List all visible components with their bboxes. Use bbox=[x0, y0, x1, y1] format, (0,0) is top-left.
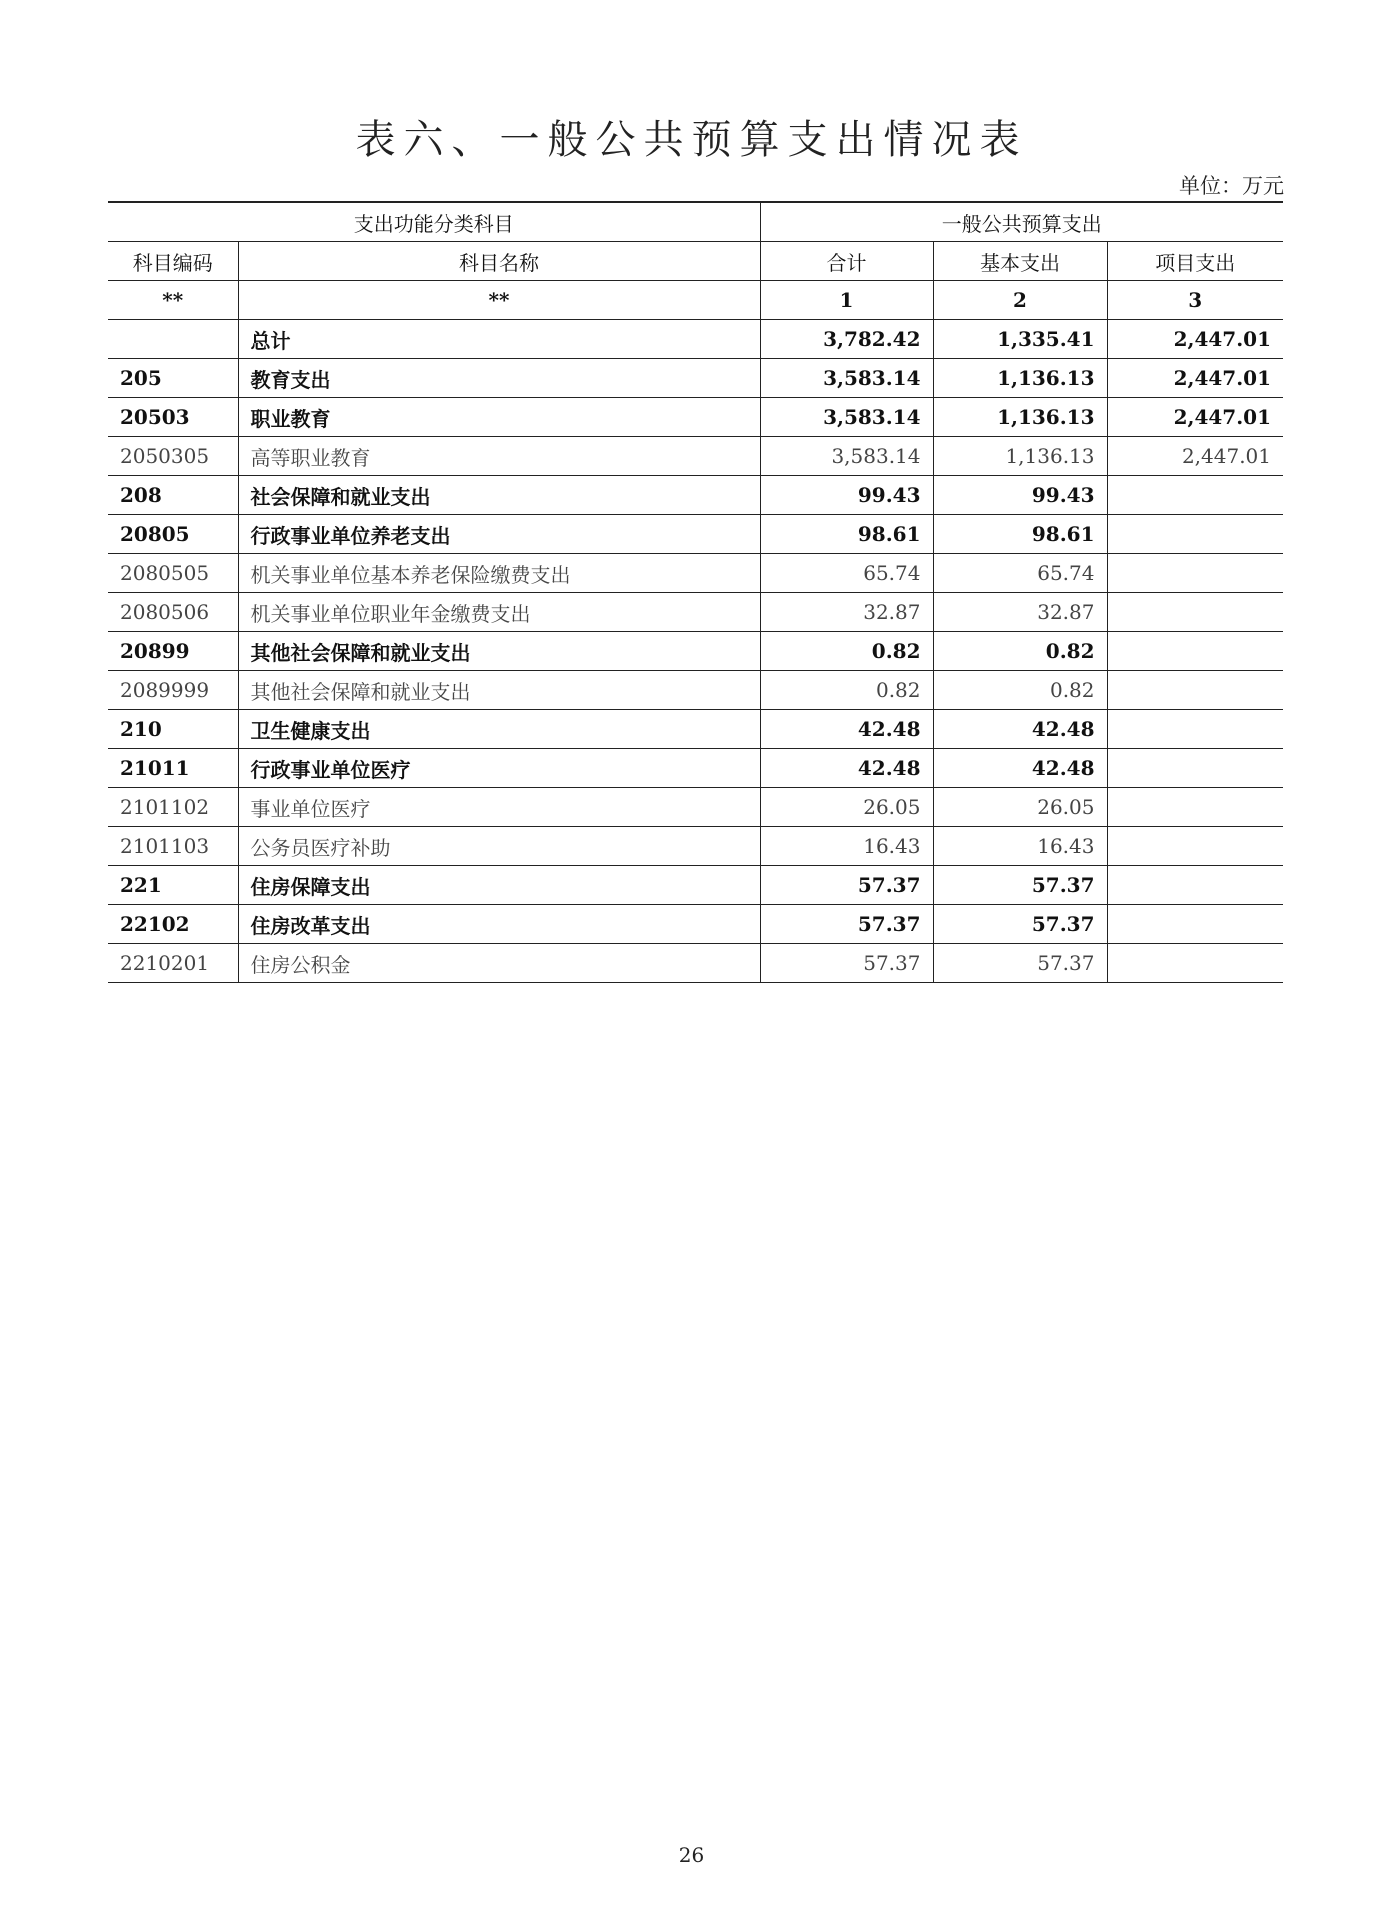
cell-total: 3,583.14 bbox=[760, 398, 933, 437]
cell-basic: 57.37 bbox=[933, 905, 1107, 944]
cell-total: 3,583.14 bbox=[760, 437, 933, 476]
cell-name: 高等职业教育 bbox=[238, 437, 760, 476]
cell-total: 0.82 bbox=[760, 671, 933, 710]
cell-basic: 1,335.41 bbox=[933, 320, 1107, 359]
column-header-name: 科目名称 bbox=[238, 242, 760, 281]
cell-name: 总计 bbox=[238, 320, 760, 359]
cell-code: 20899 bbox=[108, 632, 238, 671]
cell-code: 208 bbox=[108, 476, 238, 515]
table-row bbox=[108, 554, 1283, 593]
table-row bbox=[108, 320, 1283, 359]
cell-name: 住房改革支出 bbox=[238, 905, 760, 944]
column-header-row bbox=[108, 242, 1283, 281]
cell-name: 行政事业单位医疗 bbox=[238, 749, 760, 788]
cell-name: 其他社会保障和就业支出 bbox=[238, 671, 760, 710]
cell-total: 57.37 bbox=[760, 866, 933, 905]
cell-code: 21011 bbox=[108, 749, 238, 788]
cell-project bbox=[1107, 671, 1283, 710]
cell-code: 221 bbox=[108, 866, 238, 905]
cell-basic: 98.61 bbox=[933, 515, 1107, 554]
cell-code: 20503 bbox=[108, 398, 238, 437]
unit-label: 单位：万元 bbox=[1179, 174, 1284, 198]
column-header-project: 项目支出 bbox=[1107, 242, 1283, 281]
cell-project bbox=[1107, 866, 1283, 905]
cell-code: 2080506 bbox=[108, 593, 238, 632]
index-code: ** bbox=[108, 281, 238, 320]
cell-total: 3,583.14 bbox=[760, 359, 933, 398]
cell-basic: 0.82 bbox=[933, 632, 1107, 671]
cell-project bbox=[1107, 476, 1283, 515]
cell-name: 其他社会保障和就业支出 bbox=[238, 632, 760, 671]
cell-name: 事业单位医疗 bbox=[238, 788, 760, 827]
index-project: 3 bbox=[1107, 281, 1283, 320]
index-name: ** bbox=[238, 281, 760, 320]
cell-basic: 65.74 bbox=[933, 554, 1107, 593]
cell-project: 2,447.01 bbox=[1107, 359, 1283, 398]
table-row bbox=[108, 866, 1283, 905]
budget-table bbox=[108, 201, 1283, 983]
cell-total: 26.05 bbox=[760, 788, 933, 827]
table-row bbox=[108, 632, 1283, 671]
cell-basic: 16.43 bbox=[933, 827, 1107, 866]
cell-basic: 1,136.13 bbox=[933, 398, 1107, 437]
cell-name: 卫生健康支出 bbox=[238, 710, 760, 749]
cell-code bbox=[108, 320, 238, 359]
table-row bbox=[108, 437, 1283, 476]
table-row bbox=[108, 515, 1283, 554]
cell-name: 住房公积金 bbox=[238, 944, 760, 983]
group-header-category: 支出功能分类科目 bbox=[108, 202, 760, 242]
cell-total: 16.43 bbox=[760, 827, 933, 866]
cell-project: 2,447.01 bbox=[1107, 398, 1283, 437]
cell-project bbox=[1107, 515, 1283, 554]
page-title: 表六、一般公共预算支出情况表 bbox=[355, 117, 1028, 163]
cell-basic: 42.48 bbox=[933, 749, 1107, 788]
cell-name: 行政事业单位养老支出 bbox=[238, 515, 760, 554]
cell-basic: 0.82 bbox=[933, 671, 1107, 710]
table-row bbox=[108, 788, 1283, 827]
cell-total: 42.48 bbox=[760, 749, 933, 788]
cell-project bbox=[1107, 710, 1283, 749]
table-row bbox=[108, 944, 1283, 983]
cell-project bbox=[1107, 593, 1283, 632]
cell-basic: 32.87 bbox=[933, 593, 1107, 632]
table-row bbox=[108, 671, 1283, 710]
cell-project bbox=[1107, 749, 1283, 788]
cell-total: 32.87 bbox=[760, 593, 933, 632]
cell-name: 住房保障支出 bbox=[238, 866, 760, 905]
cell-project bbox=[1107, 905, 1283, 944]
cell-total: 0.82 bbox=[760, 632, 933, 671]
cell-code: 20805 bbox=[108, 515, 238, 554]
index-total: 1 bbox=[760, 281, 933, 320]
cell-basic: 1,136.13 bbox=[933, 359, 1107, 398]
column-header-total: 合计 bbox=[760, 242, 933, 281]
cell-total: 3,782.42 bbox=[760, 320, 933, 359]
group-header-budget: 一般公共预算支出 bbox=[760, 202, 1283, 242]
cell-name: 社会保障和就业支出 bbox=[238, 476, 760, 515]
cell-project bbox=[1107, 827, 1283, 866]
cell-project: 2,447.01 bbox=[1107, 437, 1283, 476]
table-row bbox=[108, 593, 1283, 632]
table-row bbox=[108, 905, 1283, 944]
cell-name: 机关事业单位职业年金缴费支出 bbox=[238, 593, 760, 632]
cell-total: 65.74 bbox=[760, 554, 933, 593]
cell-code: 2089999 bbox=[108, 671, 238, 710]
cell-basic: 42.48 bbox=[933, 710, 1107, 749]
cell-total: 42.48 bbox=[760, 710, 933, 749]
table-row bbox=[108, 359, 1283, 398]
index-basic: 2 bbox=[933, 281, 1107, 320]
cell-total: 99.43 bbox=[760, 476, 933, 515]
cell-basic: 57.37 bbox=[933, 866, 1107, 905]
cell-name: 公务员医疗补助 bbox=[238, 827, 760, 866]
cell-name: 职业教育 bbox=[238, 398, 760, 437]
index-row bbox=[108, 281, 1283, 320]
cell-total: 98.61 bbox=[760, 515, 933, 554]
cell-basic: 26.05 bbox=[933, 788, 1107, 827]
table-row bbox=[108, 749, 1283, 788]
cell-project: 2,447.01 bbox=[1107, 320, 1283, 359]
page-number: 26 bbox=[678, 1843, 705, 1867]
table-row bbox=[108, 710, 1283, 749]
cell-code: 2101103 bbox=[108, 827, 238, 866]
cell-name: 教育支出 bbox=[238, 359, 760, 398]
table-row bbox=[108, 827, 1283, 866]
table-row bbox=[108, 398, 1283, 437]
column-header-basic: 基本支出 bbox=[933, 242, 1107, 281]
cell-name: 机关事业单位基本养老保险缴费支出 bbox=[238, 554, 760, 593]
cell-total: 57.37 bbox=[760, 905, 933, 944]
cell-code: 22102 bbox=[108, 905, 238, 944]
cell-code: 2210201 bbox=[108, 944, 238, 983]
cell-code: 2101102 bbox=[108, 788, 238, 827]
cell-basic: 57.37 bbox=[933, 944, 1107, 983]
cell-code: 205 bbox=[108, 359, 238, 398]
table-row bbox=[108, 476, 1283, 515]
cell-basic: 99.43 bbox=[933, 476, 1107, 515]
cell-basic: 1,136.13 bbox=[933, 437, 1107, 476]
group-header-row bbox=[108, 202, 1283, 242]
cell-code: 2080505 bbox=[108, 554, 238, 593]
cell-project bbox=[1107, 944, 1283, 983]
cell-code: 210 bbox=[108, 710, 238, 749]
cell-project bbox=[1107, 554, 1283, 593]
table-body bbox=[108, 320, 1283, 983]
cell-code: 2050305 bbox=[108, 437, 238, 476]
cell-total: 57.37 bbox=[760, 944, 933, 983]
column-header-code: 科目编码 bbox=[108, 242, 238, 281]
cell-project bbox=[1107, 632, 1283, 671]
cell-project bbox=[1107, 788, 1283, 827]
